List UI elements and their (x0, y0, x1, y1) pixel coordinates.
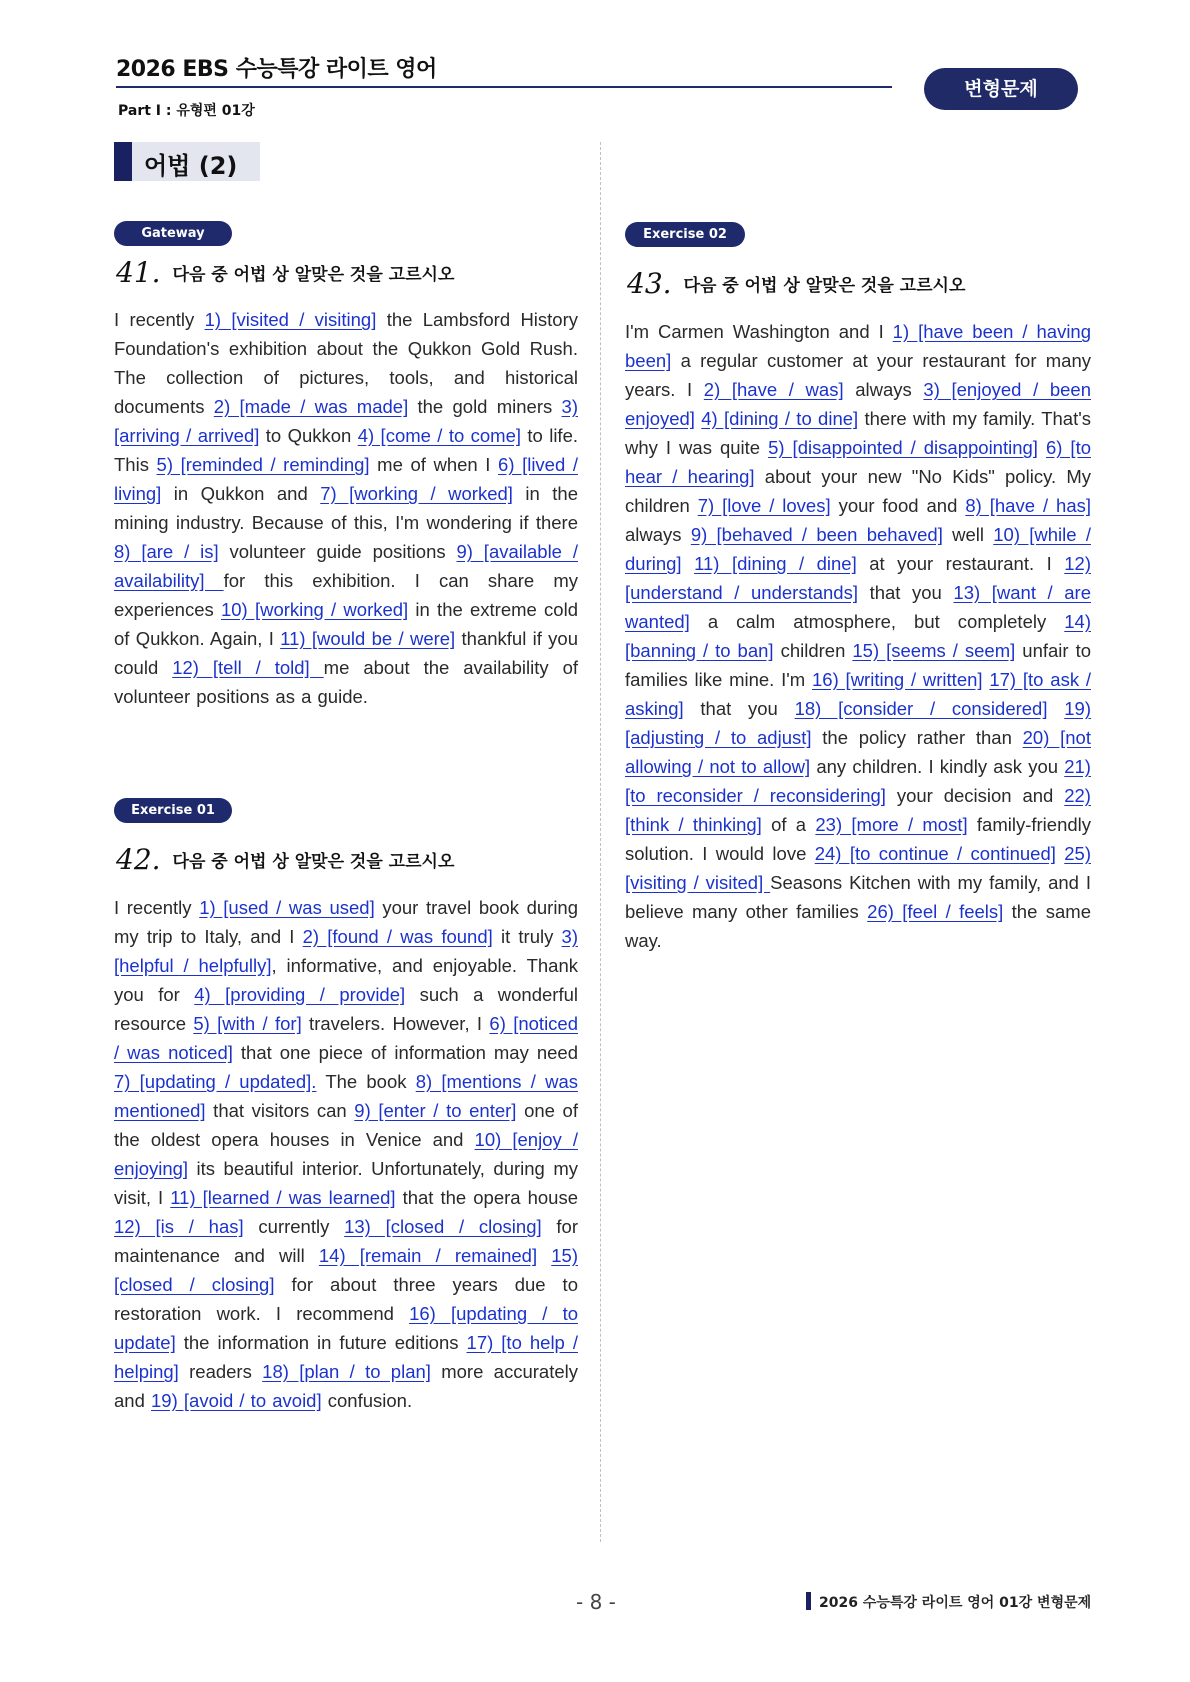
passage-text: that you (683, 698, 795, 719)
column-divider (600, 142, 601, 1542)
passage-text: always (843, 379, 924, 400)
passage-text: the gold miners (408, 396, 562, 417)
passage-text: at your restaurant. I (856, 553, 1065, 574)
question-number: 41. (116, 256, 161, 289)
answer-choice: 19) [avoid / to avoid] (151, 1390, 322, 1411)
answer-choice: 12) [tell / told] (172, 657, 324, 678)
answer-choice: 14) [remain / remained] (318, 1245, 538, 1266)
answer-choice: 11) [learned / was learned] (170, 1187, 396, 1208)
answer-choice: 8) [are / is] (114, 541, 219, 562)
answer-choice: 20) [not allowing / not to allow] (625, 727, 1091, 777)
question-41-title (116, 256, 454, 289)
header-badge: 변형문제 (924, 68, 1078, 110)
question-tag-gateway: Gateway (114, 221, 232, 246)
passage-text: Seasons Kitchen with my family, and I believe many other families (625, 872, 1091, 922)
passage-text: to Qukkon (259, 425, 358, 446)
passage-text: , informative, and enjoyable. Thank you for (114, 955, 579, 1005)
answer-choice: 3) [arriving / arrived] (114, 396, 578, 446)
answer-choice: 25) [visiting / visited] (625, 843, 1092, 893)
answer-choice: 10) [working / worked] (220, 599, 409, 620)
section-heading-bar (114, 142, 132, 181)
answer-choice: 10) [enjoy / enjoying] (114, 1129, 578, 1179)
answer-choice: 16) [writing / written] (812, 669, 983, 690)
passage-text (682, 553, 695, 574)
passage-text: your food and (830, 495, 966, 516)
answer-choice: 14) [banning / to ban] (625, 611, 1091, 661)
answer-choice: 13) [want / are wanted] (625, 582, 1091, 632)
answer-choice: 15) [closed / closing] (114, 1245, 578, 1295)
question-instruction: 다음 중 어법 상 알맞은 것을 고르시오 (683, 276, 966, 296)
passage-text: volunteer guide positions (218, 541, 457, 562)
passage-text: that the opera house (395, 1187, 578, 1208)
passage-text: unfair to families like mine. I'm (625, 640, 1091, 690)
passage-text: to life. This (114, 425, 578, 475)
passage-text: more accurately and (114, 1361, 578, 1411)
passage-text: in Qukkon and (161, 483, 321, 504)
passage-text: the policy rather than (811, 727, 1023, 748)
part-label: Part Ⅰ : 유형편 01강 (118, 103, 255, 119)
passage-text: me about the availability of volunteer positions as a guide. (114, 657, 578, 707)
passage-text: your travel book during my trip to Italy, and I (114, 897, 579, 947)
answer-choice: 4) [come / to come] (357, 425, 522, 446)
passage-text: confusion. (321, 1390, 413, 1411)
passage-text: family-friendly solution. I would love (625, 814, 1092, 864)
answer-choice: 1) [used / was used] (199, 897, 375, 918)
passage-text: that you (857, 582, 954, 603)
answer-choice: 17) [to ask / asking] (625, 669, 1092, 719)
answer-choice: 13) [closed / closing] (344, 1216, 542, 1237)
question-41-passage (114, 305, 578, 711)
document-title: 2026 EBS 수능특강 라이트 영어 (116, 57, 437, 82)
passage-text (1048, 698, 1065, 719)
passage-text: that one piece of information may need (232, 1042, 578, 1063)
answer-choice: 6) [lived / living] (114, 454, 578, 504)
question-42-passage (114, 893, 578, 1415)
answer-choice: 5) [with / for] (193, 1013, 302, 1034)
answer-choice: 18) [plan / to plan] (262, 1361, 431, 1382)
answer-choice: 15) [seems / seem] (852, 640, 1016, 661)
passage-text: for maintenance and will (114, 1216, 578, 1266)
passage-text: currently (243, 1216, 345, 1237)
answer-choice: 1) [have been / having been] (625, 321, 1092, 371)
passage-text: for about three years due to restoration work. I recommend (114, 1274, 578, 1324)
passage-text: it truly (492, 926, 562, 947)
answer-choice: 1) [visited / visiting] (204, 309, 377, 330)
answer-choice: 8) [mentions / was mentioned] (114, 1071, 578, 1121)
answer-choice: 4) [dining / to dine] (701, 408, 859, 429)
answer-choice: 7) [working / worked] (320, 483, 513, 504)
passage-text: well (942, 524, 994, 545)
answer-choice: 9) [available / availability] (114, 541, 578, 591)
passage-text: travelers. However, I (301, 1013, 490, 1034)
question-number: 42. (116, 843, 161, 876)
answer-choice: 17) [to help / helping] (114, 1332, 578, 1382)
answer-choice: 16) [updating / to update] (114, 1303, 578, 1353)
answer-choice: 7) [updating / updated]. (114, 1071, 317, 1092)
question-instruction: 다음 중 어법 상 알맞은 것을 고르시오 (172, 852, 455, 872)
header-rule (116, 86, 892, 88)
answer-choice: 5) [reminded / reminding] (156, 454, 370, 475)
answer-choice: 5) [disappointed / disappointing] (768, 437, 1038, 458)
question-instruction: 다음 중 어법 상 알맞은 것을 고르시오 (172, 265, 455, 285)
answer-choice: 9) [enter / to enter] (354, 1100, 517, 1121)
passage-text: I recently (114, 897, 200, 918)
passage-text: a calm atmosphere, but completely (689, 611, 1065, 632)
passage-text: always (625, 524, 691, 545)
passage-text (1038, 437, 1046, 458)
answer-choice: 11) [would be / were] (280, 628, 456, 649)
answer-choice: 6) [noticed / was noticed] (114, 1013, 579, 1063)
footer-bar (806, 1592, 811, 1610)
answer-choice: 23) [more / most] (815, 814, 968, 835)
passage-text: for this exhibition. I can share my experiences (114, 570, 578, 620)
question-tag-exercise-02: Exercise 02 (625, 222, 745, 247)
passage-text: such a wonderful resource (114, 984, 578, 1034)
footer-label-text: 2026 수능특강 라이트 영어 01강 변형문제 (819, 1595, 1092, 1611)
answer-choice: 9) [behaved / been behaved] (690, 524, 943, 545)
answer-choice: 2) [found / was found] (302, 926, 493, 947)
passage-text: that visitors can (205, 1100, 355, 1121)
passage-text: The book (316, 1071, 416, 1092)
question-43-passage (625, 317, 1091, 955)
answer-choice: 2) [have / was] (703, 379, 844, 400)
answer-choice: 26) [feel / feels] (867, 901, 1004, 922)
footer-label (806, 1592, 1091, 1612)
passage-text: about your new "No Kids" policy. My children (625, 466, 1091, 516)
passage-text: children (773, 640, 853, 661)
passage-text: me of when I (369, 454, 499, 475)
passage-text: the Lambsford History Foundation's exhibition about the Qukkon Gold Rush. The collection of pictures, tools, and historical documents (114, 309, 579, 417)
answer-choice: 18) [consider / considered] (794, 698, 1048, 719)
question-tag-exercise-01: Exercise 01 (114, 798, 232, 823)
section-heading (114, 142, 260, 181)
answer-choice: 10) [while / during] (625, 524, 1091, 574)
passage-text: one of the oldest opera houses in Venice and (114, 1100, 578, 1150)
passage-text: the information in future editions (175, 1332, 467, 1353)
passage-text: I'm Carmen Washington and I (625, 321, 893, 342)
page-number: - 8 - (576, 1590, 616, 1614)
passage-text: of a (761, 814, 816, 835)
section-heading-text: 어법 (2) (144, 152, 238, 180)
passage-text (537, 1245, 551, 1266)
passage-text: the same way. (625, 901, 1091, 951)
answer-choice: 2) [made / was made] (213, 396, 409, 417)
question-42-title (116, 843, 454, 876)
answer-choice: 12) [understand / understands] (625, 553, 1092, 603)
passage-text: your decision and (885, 785, 1065, 806)
answer-choice: 24) [to continue / continued] (814, 843, 1056, 864)
answer-choice: 6) [to hear / hearing] (625, 437, 1091, 487)
answer-choice: 7) [love / loves] (697, 495, 831, 516)
question-number: 43. (627, 267, 672, 300)
passage-text: readers (178, 1361, 263, 1382)
passage-text: in the mining industry. Because of this, I'm wondering if there (114, 483, 578, 533)
answer-choice: 21) [to reconsider / reconsidering] (625, 756, 1091, 806)
question-43-title (627, 267, 965, 300)
answer-choice: 11) [dining / dine] (694, 553, 857, 574)
passage-text: a regular customer at your restaurant for many years. I (625, 350, 1091, 400)
passage-text: any children. I kindly ask you (810, 756, 1065, 777)
answer-choice: 12) [is / has] (114, 1216, 244, 1237)
passage-text: I recently (114, 309, 205, 330)
passage-text: its beautiful interior. Unfortunately, during my visit, I (114, 1158, 578, 1208)
passage-text: in the extreme cold of Qukkon. Again, I (114, 599, 578, 649)
answer-choice: 3) [helpful / helpfully] (114, 926, 578, 976)
answer-choice: 4) [providing / provide] (194, 984, 406, 1005)
passage-text (1056, 843, 1064, 864)
answer-choice: 19) [adjusting / to adjust] (625, 698, 1092, 748)
passage-text: there with my family. That's why I was quite (625, 408, 1091, 458)
passage-text: thankful if you could (114, 628, 579, 678)
answer-choice: 3) [enjoyed / been enjoyed] (625, 379, 1092, 429)
answer-choice: 8) [have / has] (965, 495, 1092, 516)
answer-choice: 22) [think / thinking] (625, 785, 1091, 835)
